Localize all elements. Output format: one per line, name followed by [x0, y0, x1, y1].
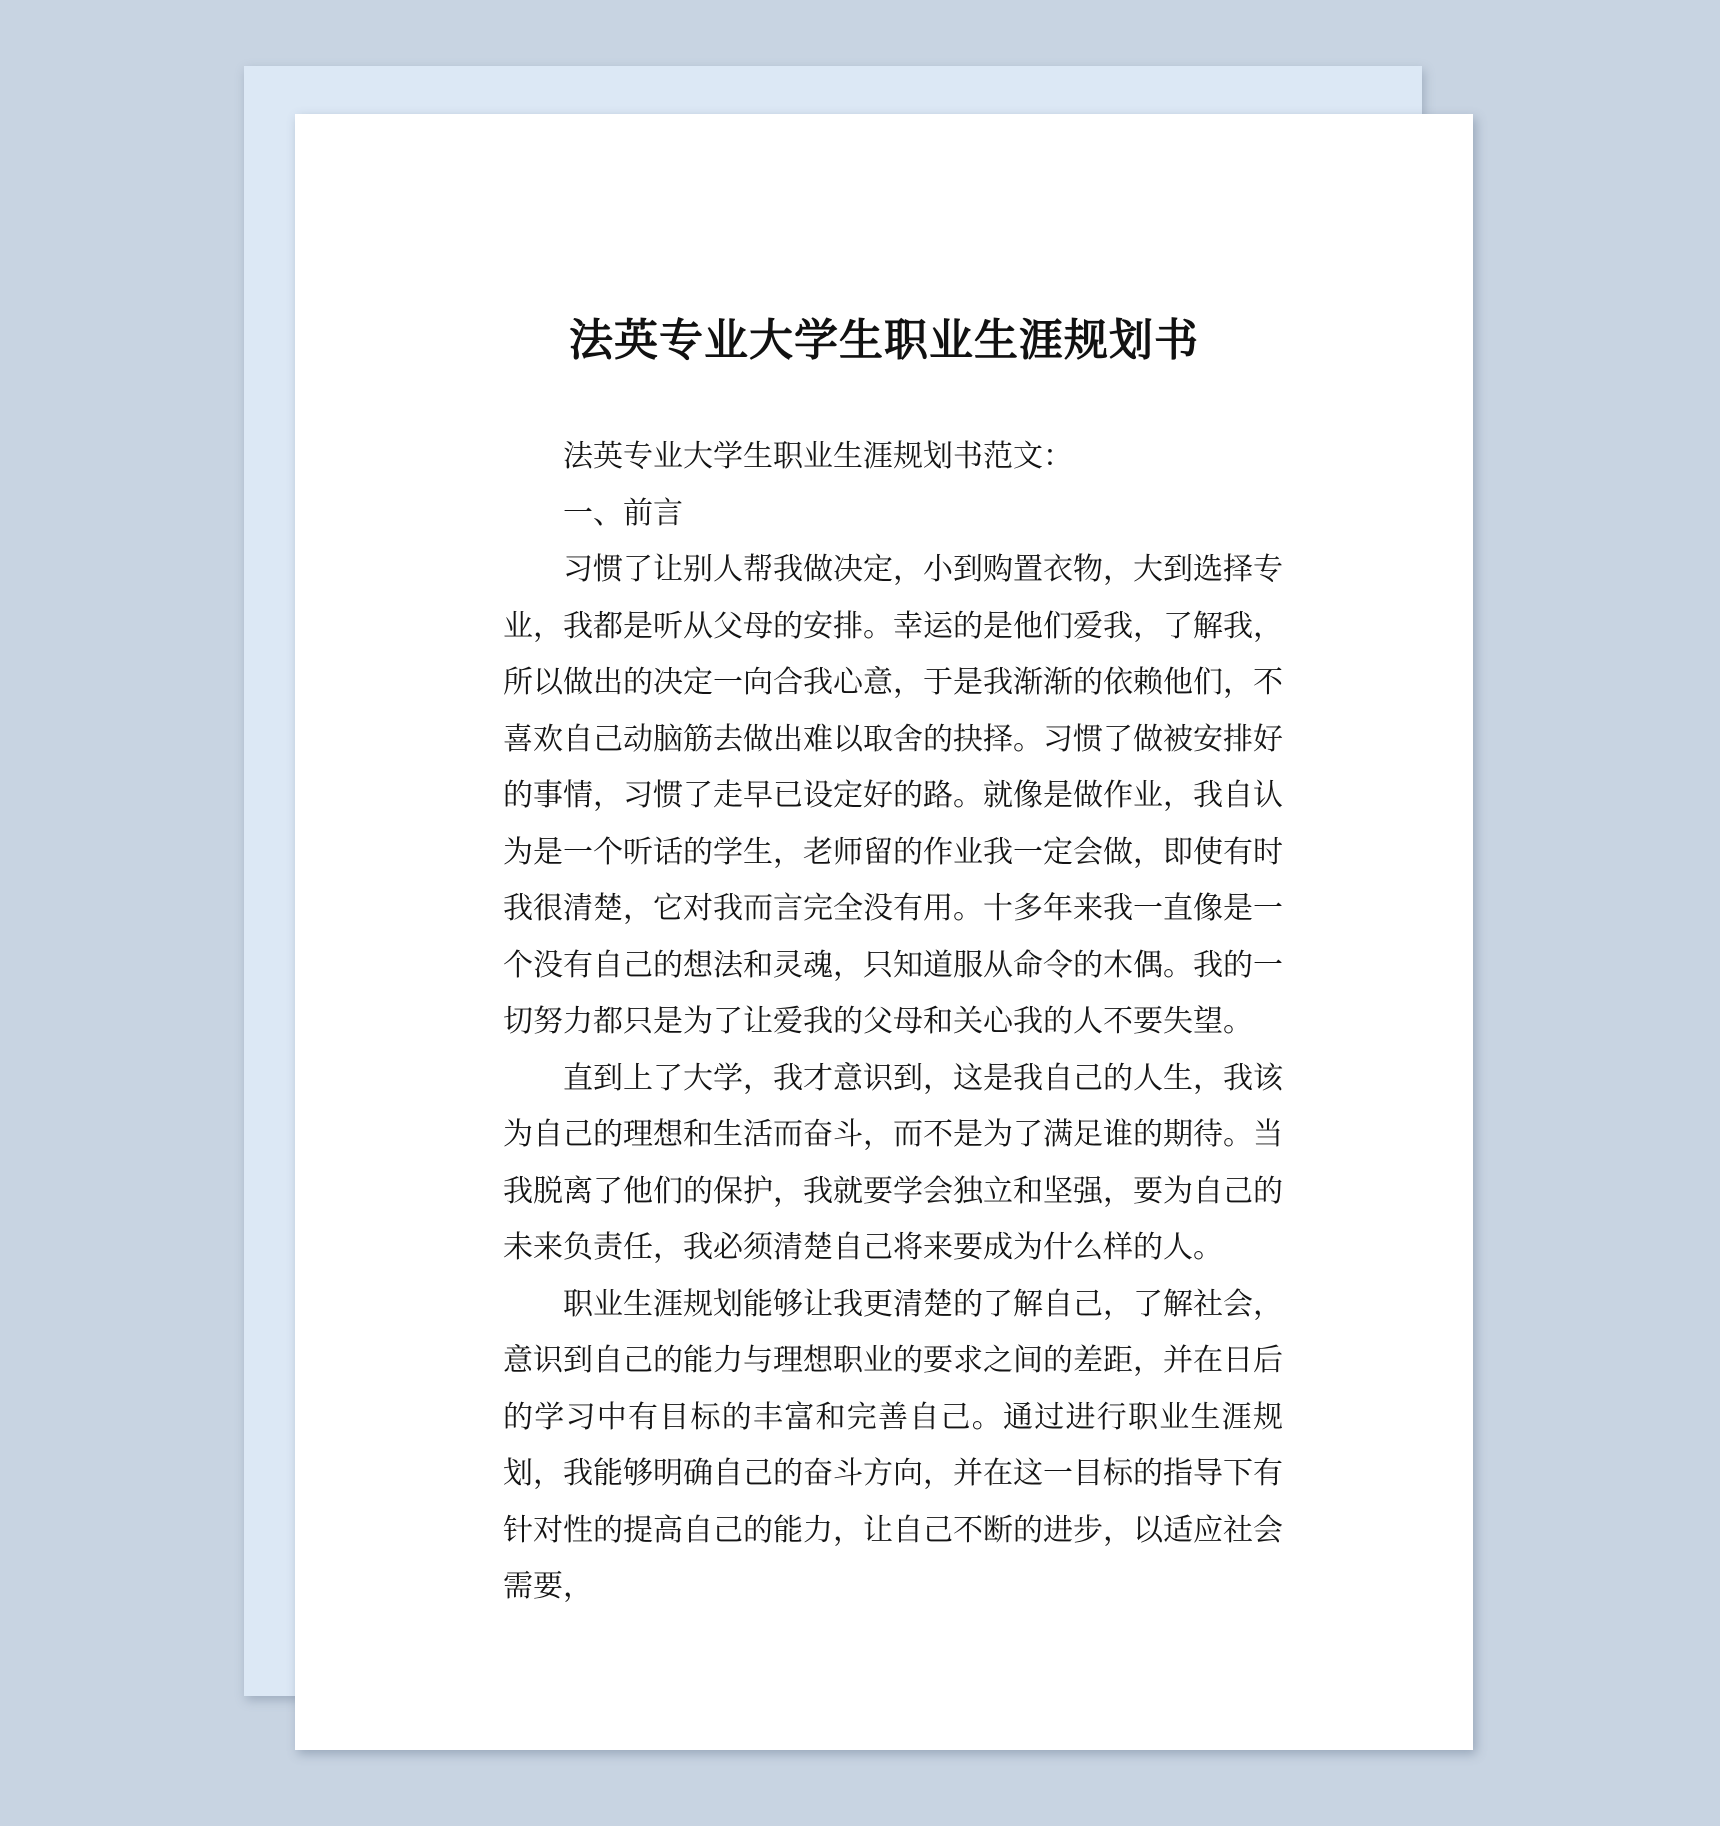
paragraph: 职业生涯规划能够让我更清楚的了解自己，了解社会，意识到自己的能力与理想职业的要求之间的差距，并在日后的学习中有目标的丰富和完善自己。通过进行职业生涯规划，我能够明确自己的奋斗方向，并在这一目标的指导下有针对性的提高自己的能力，让自己不断的进步，以适应社会需要， — [503, 1287, 1283, 1603]
paragraph-section-heading: 一、前言 — [563, 496, 683, 530]
document-title: 法英专业大学生职业生涯规划书 — [569, 316, 1199, 365]
paragraph-intro-label: 法英专业大学生职业生涯规划书范文： — [563, 440, 1073, 473]
paragraph: 习惯了让别人帮我做决定，小到购置衣物，大到选择专业，我都是听从父母的安排。幸运的是他们爱我，了解我，所以做出的决定一向合我心意，于是我渐渐的依赖他们，不喜欢自己动脑筋去做出难以取舍的抉择。习惯了做被安排好的事情，习惯了走早已设定好的路。就像是做作业，我自认为是一个听话的学生，老师留的作业我一定会做，即使有时我很清楚，它对我而言完全没有用。十多年来我一直像是一个没有自己的想法和灵魂，只知道服从命令的木偶。我的一切努力都只是为了让爱我的父母和关心我的人不要失望。 — [503, 553, 1283, 1038]
paragraph: 直到上了大学，我才意识到，这是我自己的人生，我该为自己的理想和生活而奋斗，而不是为了满足谁的期待。当我脱离了他们的保护，我就要学会独立和坚强，要为自己的未来负责任，我必须清楚自己将来要成为什么样的人。 — [503, 1061, 1283, 1264]
document-body — [295, 373, 1473, 1616]
document-page — [295, 114, 1473, 1750]
